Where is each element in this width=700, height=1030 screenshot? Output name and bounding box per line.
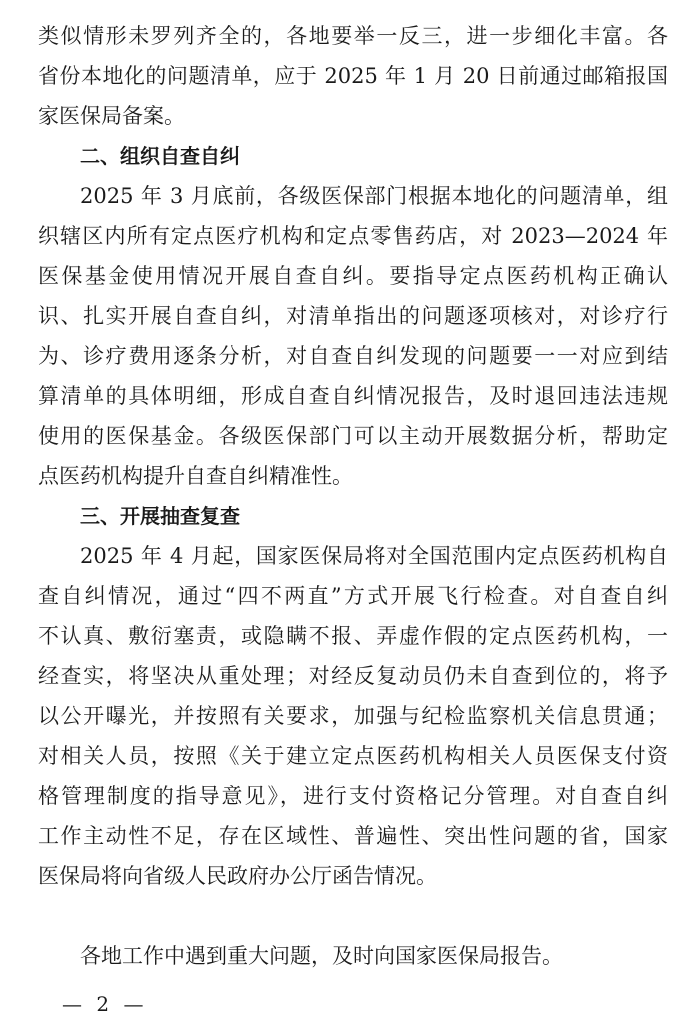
text-line: 家医保局备案。 [38,104,185,128]
text-line: 2025 年 3 月底前，各级医保部门根据本地化的问题清单，组 [80,184,668,208]
text-line: 查自纠情况，通过“四不两直”方式开展飞行检查。对自查自纠 [38,584,668,608]
section-heading-2: 二、组织自查自纠 [80,144,240,168]
text-line: 织辖区内所有定点医疗机构和定点零售药店，对 2023—2024 年 [38,224,668,248]
section-heading-3: 三、开展抽查复查 [80,504,240,528]
text-line: 算清单的具体明细，形成自查自纠情况报告，及时退回违法违规 [38,384,668,408]
text-line: 经查实，将坚决从重处理；对经反复动员仍未自查到位的，将予 [38,664,668,688]
text-line: 使用的医保基金。各级医保部门可以主动开展数据分析，帮助定 [38,424,668,448]
text-line: 2025 年 4 月起，国家医保局将对全国范围内定点医药机构自 [80,544,668,568]
text-line: 识、扎实开展自查自纠，对清单指出的问题逐项核对，对诊疗行 [38,304,668,328]
text-line: 省份本地化的问题清单，应于 2025 年 1 月 20 日前通过邮箱报国 [38,64,668,88]
text-line: 类似情形未罗列齐全的，各地要举一反三，进一步细化丰富。各 [38,24,668,48]
text-line: 各地工作中遇到重大问题，及时向国家医保局报告。 [80,944,563,968]
text-line: 点医药机构提升自查自纠精准性。 [38,464,353,488]
text-line: 为、诊疗费用逐条分析，对自查自纠发现的问题要一一对应到结 [38,344,668,368]
text-line: 不认真、敷衍塞责，或隐瞒不报、弄虚作假的定点医药机构，一 [38,624,668,648]
text-line: 医保局将向省级人民政府办公厅函告情况。 [38,864,437,888]
text-line: 工作主动性不足，存在区域性、普遍性、突出性问题的省，国家 [38,824,668,848]
text-line: 医保基金使用情况开展自查自纠。要指导定点医药机构正确认 [38,264,668,288]
text-line: 对相关人员，按照《关于建立定点医药机构相关人员医保支付资 [38,744,668,768]
text-line: 格管理制度的指导意见》，进行支付资格记分管理。对自查自纠 [38,784,668,808]
text-line: 以公开曝光，并按照有关要求，加强与纪检监察机关信息贯通； [38,704,668,728]
page-number: — 2 — [62,992,148,1016]
